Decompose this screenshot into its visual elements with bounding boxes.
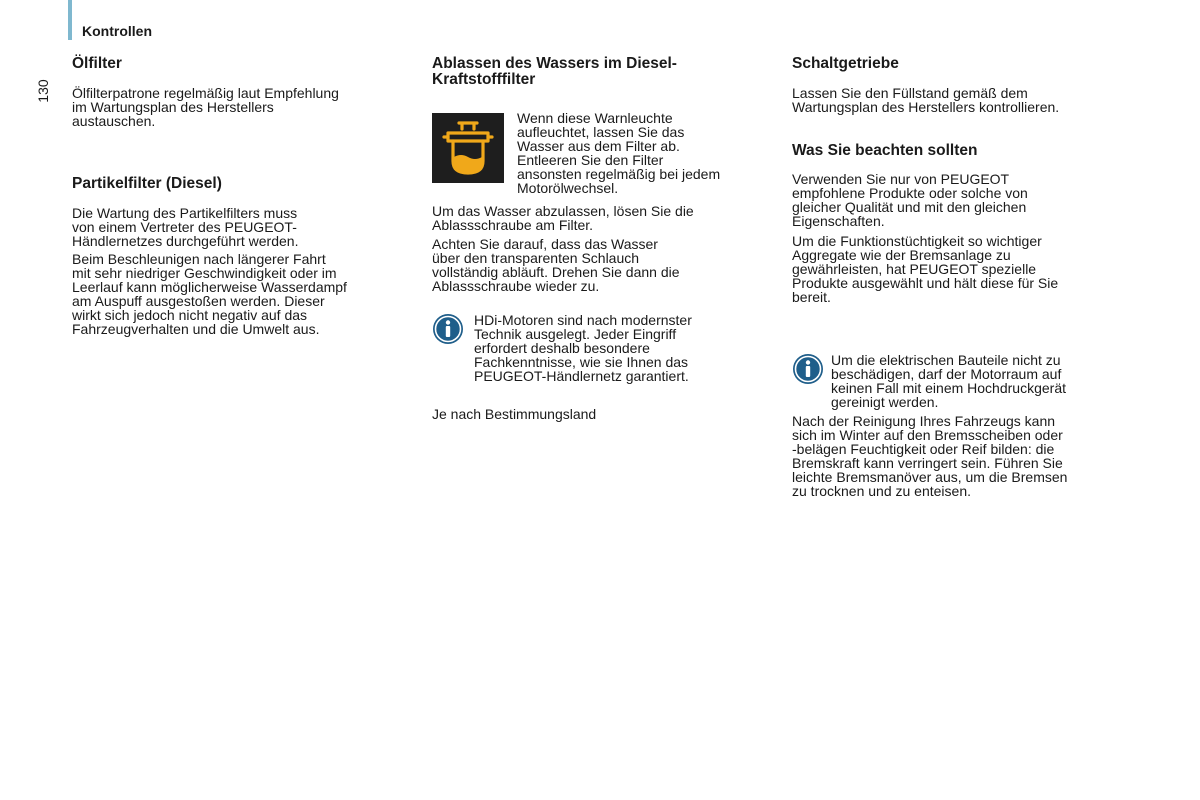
info-icon: [432, 313, 464, 345]
section-title-oelfilter: Ölfilter: [72, 55, 122, 72]
section-title-beachten: Was Sie beachten sollten: [792, 142, 978, 159]
chapter-accent-bar: [68, 0, 72, 40]
wasser-ablassen-paragraph-2: Achten Sie darauf, dass das Wasser über den transparenten Schlauch vollständig abläuft. Drehen Sie dann die Ablassschraube wieder zu.: [432, 236, 680, 294]
footnote-bestimmungsland: Je nach Bestimmungsland: [432, 406, 597, 422]
section-title-wasser-ablassen: Ablassen des Wassers im Diesel- Kraftstofffilter: [432, 55, 677, 88]
schaltgetriebe-text: Lassen Sie den Füllstand gemäß dem Wartungsplan des Herstellers kontrollieren.: [792, 85, 1060, 115]
water-in-fuel-filter-icon: [432, 113, 504, 183]
partikelfilter-paragraph-1: Die Wartung des Partikelfilters muss von einem Vertreter des PEUGEOT- Händlernetzes durchgeführt werden.: [72, 205, 299, 249]
section-title-partikelfilter: Partikelfilter (Diesel): [72, 175, 222, 192]
hdi-info-text: HDi-Motoren sind nach modernster Technik ausgelegt. Jeder Eingriff erfordert deshalb besondere Fachkenntnisse, wie sie Ihnen das PEUGEOT-Händlernetz garantiert.: [474, 312, 692, 384]
reinigung-paragraph: Nach der Reinigung Ihres Fahrzeugs kann sich im Winter auf den Bremsscheiben oder -belägen Feuchtigkeit oder Reif bilden: die Bremskraft kann verringert sein. Führen Sie leichte Bremsmanöver aus, um die Bremsen zu trocknen und zu enteisen.: [792, 413, 1068, 499]
page-number: 130: [35, 79, 51, 103]
wasser-ablassen-paragraph-1: Um das Wasser abzulassen, lösen Sie die Ablassschraube am Filter.: [432, 203, 694, 233]
info-icon: [792, 353, 824, 385]
warning-light-text: Wenn diese Warnleuchte aufleuchtet, lassen Sie das Wasser aus dem Filter ab. Entleeren Sie den Filter ansonsten regelmäßig bei jedem Motorölwechsel.: [517, 110, 721, 196]
beachten-paragraph-1: Verwenden Sie nur von PEUGEOT empfohlene Produkte oder solche von gleicher Qualität und mit den gleichen Eigenschaften.: [792, 171, 1028, 229]
section-title-schaltgetriebe: Schaltgetriebe: [792, 55, 899, 72]
partikelfilter-paragraph-2: Beim Beschleunigen nach längerer Fahrt mit sehr niedriger Geschwindigkeit oder im Leerlauf kann möglicherweise Wasserdampf am Auspuff ausgestoßen werden. Dieser wirkt sich jedoch nicht negativ auf das Fahrzeugverhalten und die Umwelt aus.: [72, 251, 347, 337]
beachten-paragraph-2: Um die Funktionstüchtigkeit so wichtiger Aggregate wie der Bremsanlage zu gewährleisten, hat PEUGEOT spezielle Produkte ausgewählt und hält diese für Sie bereit.: [792, 233, 1059, 305]
oelfilter-text: Ölfilterpatrone regelmäßig laut Empfehlung im Wartungsplan des Herstellers austauschen.: [72, 85, 339, 129]
chapter-title: Kontrollen: [82, 23, 152, 39]
hochdruck-info-text: Um die elektrischen Bauteile nicht zu beschädigen, darf der Motorraum auf keinen Fall mit einem Hochdruckgerät gereinigt werden.: [831, 352, 1066, 410]
